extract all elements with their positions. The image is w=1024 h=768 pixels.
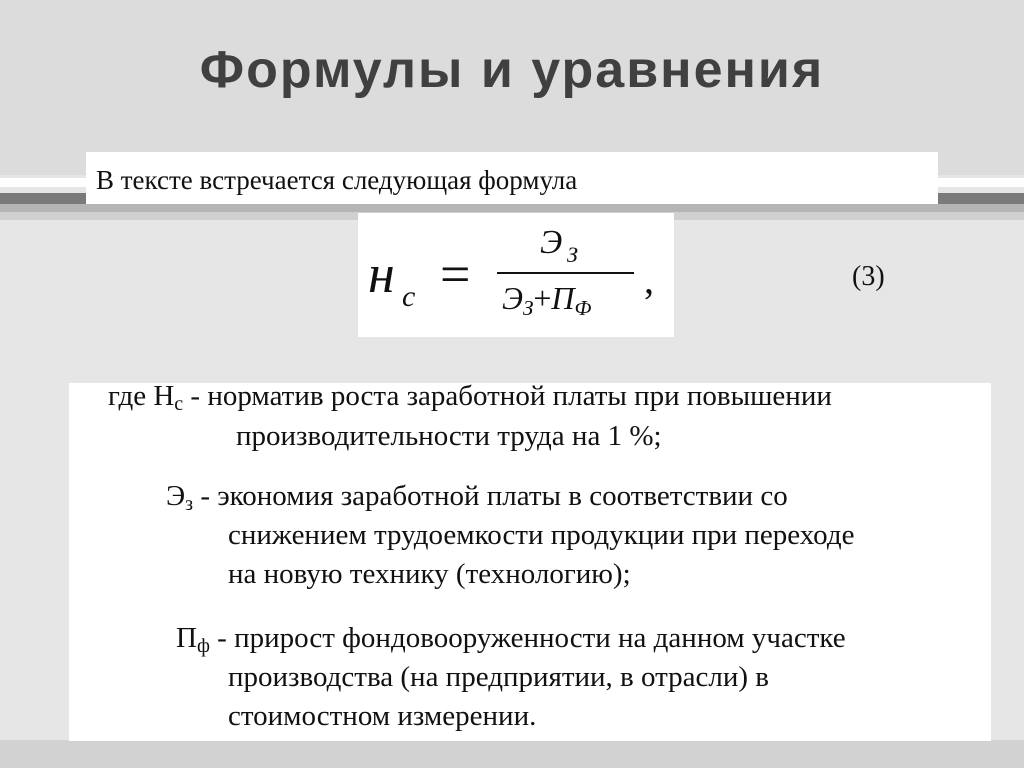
intro-text: В тексте встречается следующая формула (96, 165, 578, 195)
formula-den-b: П (551, 280, 575, 316)
definition-ez-line3: на новую технику (технологию); (228, 558, 631, 590)
definition-prefix: где (108, 380, 154, 412)
symbol-ez-subscript: з (185, 493, 194, 515)
definition-hc-text: - норматив роста заработной платы при повышении (183, 380, 832, 412)
definition-ez-line1 (166, 480, 788, 516)
formula-numerator-subscript: З (567, 242, 578, 267)
formula-den-a: Э (502, 280, 523, 316)
symbol-pf: П (176, 622, 197, 654)
formula-den-a-subscript: З (522, 296, 534, 320)
formula-numerator-symbol: Э (540, 224, 563, 261)
definition-pf-line1 (176, 622, 846, 658)
formula-den-plus: + (533, 280, 552, 316)
formula-lhs: н (368, 244, 395, 304)
symbol-pf-subscript: ф (196, 635, 210, 657)
background-bottom (0, 740, 1024, 768)
formula-den-b-subscript: Ф (574, 296, 592, 320)
definition-ez-line2: снижением трудоемкости продукции при переходе (228, 519, 855, 551)
definition-pf-line3: стоимостном измерении. (228, 700, 537, 732)
formula-lhs-subscript: с (402, 280, 416, 313)
formula-denominator (502, 280, 591, 321)
formula-number: (3) (852, 261, 885, 292)
symbol-hc-subscript: с (174, 393, 184, 415)
symbol-ez: Э (166, 480, 186, 512)
symbol-hc: Н (153, 380, 175, 412)
decor-stripe-mid (0, 204, 1024, 212)
slide-title: Формулы и уравнения (199, 41, 825, 99)
definition-pf-line2: производства (на предприятии, в отрасли) в (228, 661, 769, 693)
definition-hc-line1 (108, 380, 832, 416)
definition-pf-text: - прирост фондовооруженности на данном участке (209, 622, 846, 654)
definition-ez-text: - экономия заработной платы в соответствии со (193, 480, 788, 512)
definition-hc-line2: производительности труда на 1 %; (236, 420, 662, 452)
formula-numerator (540, 224, 562, 262)
formula-comma: , (644, 257, 654, 302)
fraction-bar (497, 272, 634, 274)
formula-equals: = (440, 244, 471, 304)
